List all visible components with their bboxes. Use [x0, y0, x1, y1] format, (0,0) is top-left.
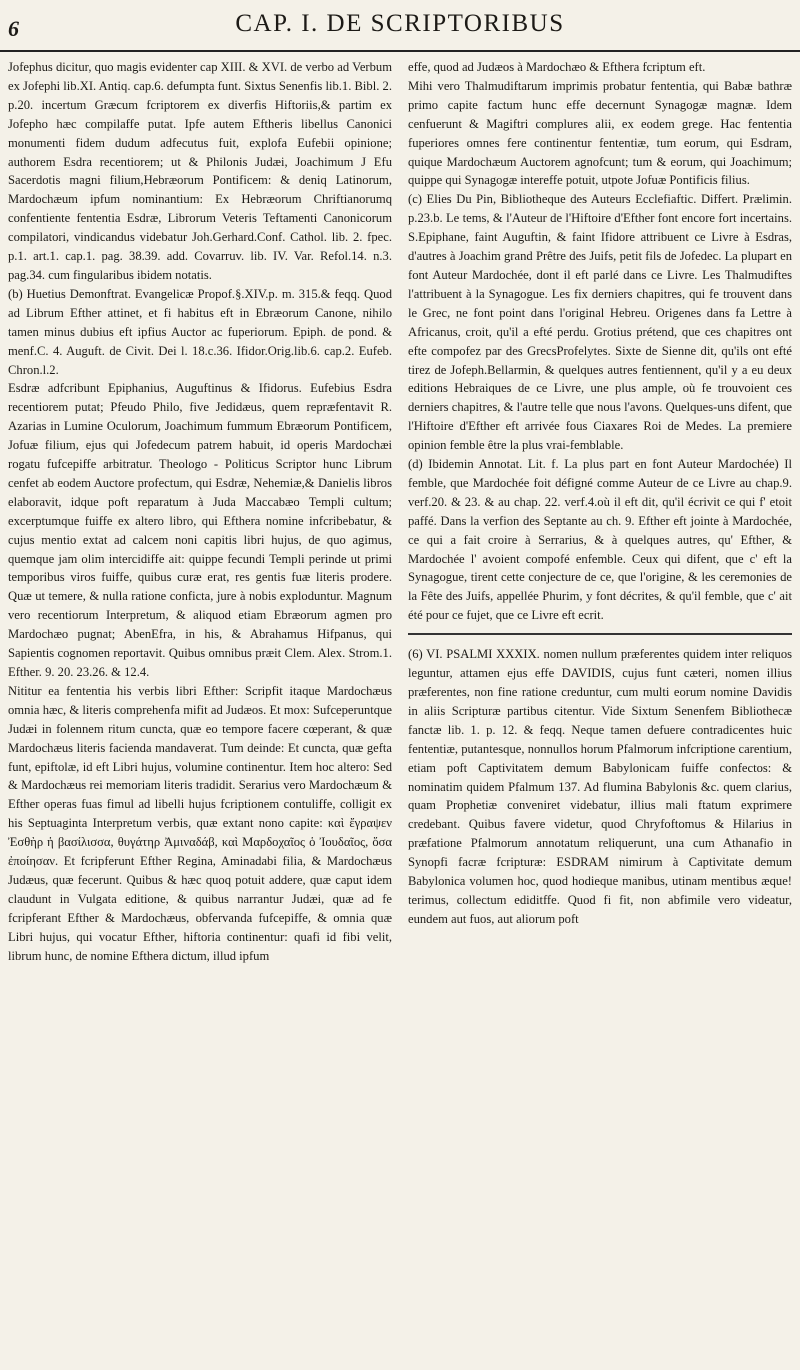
left-paragraph-2: (b) Huetius Demonftrat. Evangelicæ Propof.§.XIV.p. m. 315.& feqq. Quod ad Librum Efther attinet, et fi habitus eft in Ebræorum Canone, nihilo tamen minus dubius eft ipfius Auctor ac fuperiorum. Epiph. de pond. & menf.C. 4. Auguft. de Civit. Dei l. 18.c.36. Ifidor.Orig.lib.6. cap.2. Eufeb. Chron.l.2. [8, 286, 392, 377]
header-rule [0, 50, 800, 52]
right-column [408, 58, 792, 1358]
section-text: nomen nullum præferentes quidem inter reliquos leguntur, attamen ejus effe DAVIDIS, cujus funt cæteri, nomen illius præferentes, non fine ratione creduntur, cum multi eorum nomine Davidis in aliis Scripturæ partibus citentur. Vide Sixtum Senenfem Bibliothecæ fanctæ lib. 1. p. 12. & feqq. Neque tamen defuere contradicentes huic fententiæ, putantesque, nonnullos horum Pfalmorum infcriptione carentium, etiam poft Captivitatem demum Babylonicam fuiffe confectos: & nominatim quidem Pfalmum 137. Ad flumina Babylonis &c. quem clarius, quam Prophetiæ conveniret videbatur, illius mali ftatum exprimere credebant. Quibus favere videtur, quod Chryfoftomus & Hilarius in præfatione Pfalmorum annotatum reliquerunt, una cum Athanafio in Synopfi facræ fcripturæ: ESDRAM nimirum à Captivitate demum Babylonica volumen hoc, quod hodieque manibus, utinam mentibus æque! terimus, collectum ediditffe. Quod fi fit, non abfimile vero videatur, eundem aut fuos, aut aliorum poft [408, 647, 792, 926]
section-paragraph [408, 645, 792, 929]
left-paragraph-3: Esdræ adfcribunt Epiphanius, Auguftinus & Ifidorus. Eufebius Esdra recentiorem putat; Pfeudo Philo, five Jedidæus, quem repræfentavit R. Azarias in Lumine Oculorum, Joachimum fummum Ebræorum Pontificem, Jofuæ filium, ejus qui Jofedecum patrem habuit, id operis Mardochæi rogatu fufcepiffe arbitratur. Theologo - Politicus Scriptor hunc Librum cenfet ab eodem Auctore profectum, qui Esdræ, Nehemiæ,& Danielis libros elaboravit, idque poft reparatum à Juda Maccabæo Templi cultum; excerptumque fuiffe ex altero libro, qui Efthera nomine infcribebatur, & cujus mentio extat ad calcem noni capitis libri hujus, de quo agimus, quemque jam olim intercidiffe ait: quippe fecundi Templi perinde ut primi temporibus viros fuiffe, quibus curæ erat, res gentis fuæ literis prodere. Quæ ut temere, & nulla ratione conficta, jure à nobis exploduntur. Magnum vero recentiorum Interpretum, & aliquod etiam Ebræorum agmen pro Mardochæo pugnat; AbenEfra, in his, & Abrahamus Hifpanus, qui Sapientis cognomen reportavit. Quibus omnibus præit Clem. Alex. Strom.1. Efther. 9. 20. 23.26. & 12.4. [8, 381, 392, 679]
left-paragraph-1: Jofephus dicitur, quo magis evidenter cap XIII. & XVI. de verbo ad Verbum ex Jofephi lib.XI. Antiq. cap.6. defumpta funt. Sixtus Senenfis lib.1. Bibl. 2. p.20. incertum Græcum fcriptorem ex diverfis Hiftoriis,& partim ex Jofepho hæc compilaffe putat. Ipfe autem Eftheris libellus Canonici monumenti fidem dudum adfecutus fuit, explofa Eufebii opinione; authorem Esdra recentiorem; ut & Philonis Judæi, Joachimum J Efu Sacerdotis magni filium,Hebræorum Pontificem: & deniq Latinorum, Mardochæum ipfum nominantium: Ex Hebræorum Chriftianorumq confentiente fententia Esdræ, Librorum Veteris Teftamenti Canonicorum compilatori, vindicandus videbatur Joh.Gerhard.Conf. Cathol. lib. 2. fpec. p.1. art.1. cap.1. pag. 38.39. add. Covarruv. lib. IV. Var. Refol.14. n.3. pag.34. cum fingularibus ibidem notatis. [8, 60, 392, 282]
running-title: CAP. I. DE SCRIPTORIBUS [235, 10, 565, 37]
right-paragraph-4: (d) Ibidemin Annotat. Lit. f. La plus part en font Auteur Mardochée) Il femble, que Mardochée foit défigné comme Auteur de ce Livre au chap.9. verf.20. & 23. & au chap. 22. verf.4.où il eft dit, qu'il écrivit ce qui f' etoit paffé. Dans la verfion des Septante au ch. 9. Efther eft jointe à Mardochée, ce qui a fait croire à Serrarius, & à quelques autres, qu' Efther, & Mardochée l' avoient compofé enfemble. Ceux qui difent, que c' eft la Synagogue, tirent cette conjecture de ce, que l'origine, & les ceremonies de la Fête des Juifs, appellée Phurim, y font décrites, & qu'il femble, que c' ait été pour ce fujet, que ce Livre eft ecrit. [408, 457, 792, 623]
right-paragraph-1: effe, quod ad Judæos à Mardochæo & Efthera fcriptum eft. [408, 60, 706, 74]
right-paragraph-2: Mihi vero Thalmudiftarum imprimis probatur fententia, qui Babæ bathræ primo capite factum hunc effe decernunt Synagogæ magnæ. Idem cenfuerunt & Magiftri complures alii, ex eodem grege. Hac fententia fuperiores omnes fere continentur fententiæ, tum eorum, qui Esdram, quique Mardochæum Auctorem agnofcunt; tum & eorum, qui Joachimum; quippe qui Synagogæ intereffe potuit, utpote Jofuæ Pontificis filius. [408, 78, 792, 188]
section-rule [408, 633, 792, 635]
section-label: (6) VI. PSALMI XXXIX. [408, 647, 540, 662]
page-header [0, 4, 800, 44]
page-number: 6 [8, 16, 19, 41]
left-column [8, 58, 392, 1358]
left-paragraph-4: Nititur ea fententia his verbis libri Efther: Scripfit itaque Mardochæus omnia hæc, & literis comprehenfa mifit ad Judæos. Et mox: Sufceperuntque Judæi in folennem ritum cuncta, quæ eo tempore facere cœperant, & quæ Mardochæus literis facienda mandaverat. Tum deinde: Et cuncta, quæ gefta funt, epiftolæ, id eft Libri hujus, volumine continentur. Item hoc altero: Sed & Mardochæus rei memoriam literis tradidit. Serarius vero Mardochæum & Efther operas fuas fimul ad libelli hujus fcriptionem contuliffe, colligit ex his Septuaginta Interpretum verbis, quæ extant nono capite: καὶ ἔγραψεν Ἐσθὴρ ἡ βασίλισσα, θυγάτηρ Ἀμιναδάβ, καὶ Μαρδοχαῖος ὁ Ἰουδαῖος, ὅσα ἐποίησαν. Et fcripferunt Efther Regina, Aminadabi filia, & Mardochæus Judæus, quæ fecerunt. Quibus & hæc quoq potuit addere, quæ caput idem claudunt in Vulgata editione, & quibus narrantur Judæi, quæ ad fe fcripferant Efther & Mardochæus, obfervanda fufcepiffe, & omnia quæ Libri hujus, qui vocatur Efther, hiftoria continentur: quafi id fibi velit, librum hunc, de nomine Efthera dictum, illud ipfum [8, 683, 392, 963]
right-paragraph-3: (c) Elies Du Pin, Bibliotheque des Auteurs Ecclefiaftic. Differt. Prælimin. p.23.b. Le tems, & l'Auteur de l'Hiftoire d'Efther font encore fort incertains. S.Epiphane, faint Auguftin, & faint Ifidore attribuent ce Livre à Esdras, d'autres à Joachim grand Prêtre des Juifs, petit fils de Jofedec. La plupart en font Auteur Mardochée, dont il eft parlé dans ce Livre. Les Thalmudiftes l'attribuent à la Synagogue. Les fix derniers chapitres, qui fe trouvent dans le Grec, ne font point dans l'original Hebreu. Origenes dans fa Lettre à Africanus, croit, qu'il a efté perdu. Grotius prétend, que ces chapitres ont efte compofez par des GrecsProfelytes. Sixte de Sienne dit, qu'ils ont efté tirez de Jofeph.Bellarmin, & quelques autres fentiennent, qu'il y a eu deux editions Hebraiques de ce Livre, une plus ample, où fe trouvoient ces derniers chapitres, & l'autre telle que nous l'avons. Quelques-uns difent, que l'Hiftoire d'Efther eft arrivée fous Ciaxares Roi de Medes. La premiere opinion femble être la plus vrai-femblable. [408, 192, 792, 453]
